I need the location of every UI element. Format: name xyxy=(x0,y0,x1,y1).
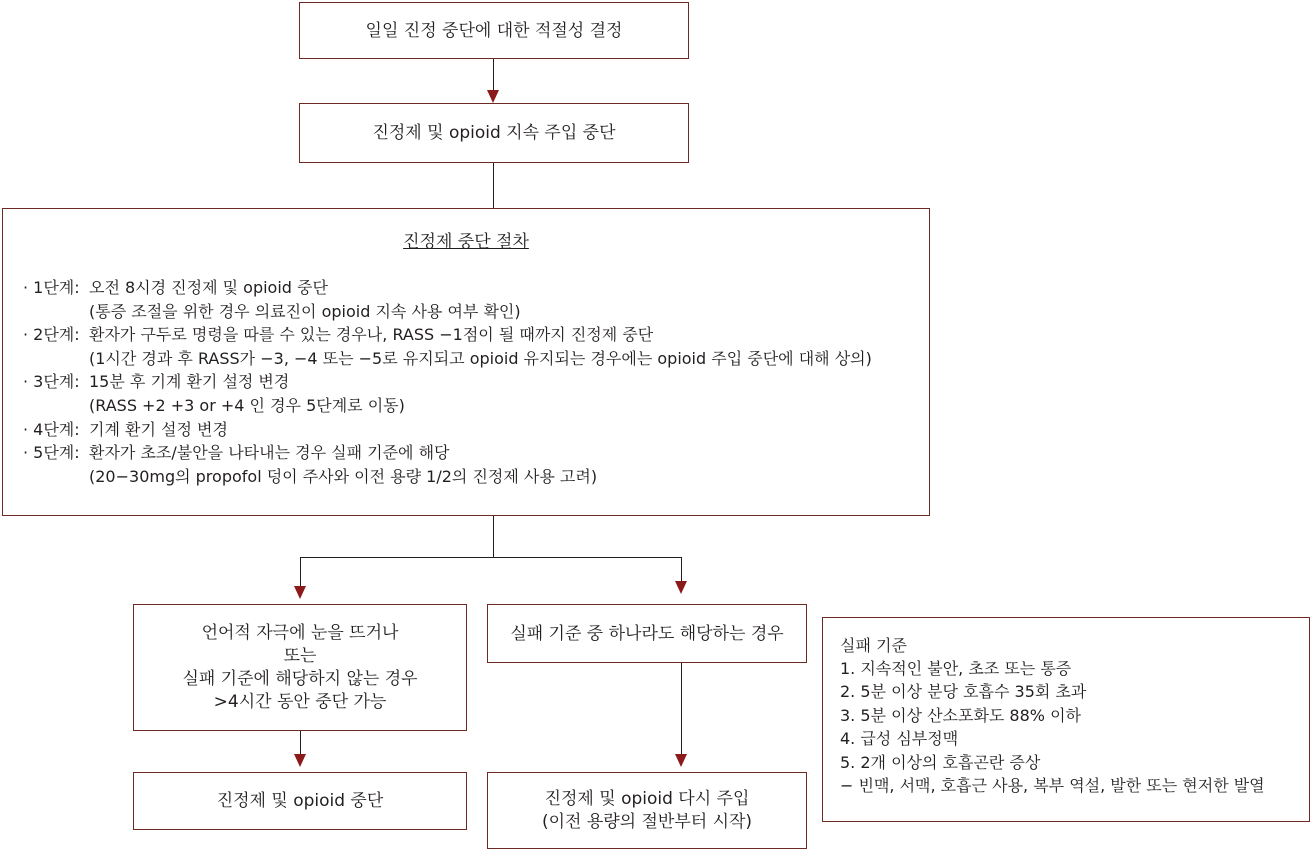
step-label: · 4단계: xyxy=(23,419,80,439)
procedure-box xyxy=(2,208,930,516)
condition-line: 언어적 자극에 눈을 뜨거나 xyxy=(201,622,399,643)
failure-criteria-item: 2. 5분 이상 분당 호흡수 35회 초과 xyxy=(840,682,1087,702)
left-condition-box xyxy=(133,604,467,731)
procedure-step xyxy=(23,465,919,489)
failure-criteria-item: 3. 5분 이상 산소포화도 88% 이하 xyxy=(840,705,1081,725)
left-result-text: 진정제 및 opioid 중단 xyxy=(216,791,384,811)
procedure-step xyxy=(23,418,919,442)
result-line: 진정제 및 opioid 다시 주입 xyxy=(544,788,750,809)
condition-line: >4시간 동안 중단 가능 xyxy=(213,691,387,712)
step-text: (RASS +2 +3 or +4 인 경우 5단계로 이동) xyxy=(89,395,405,415)
right-condition-box xyxy=(487,604,807,663)
decision-box xyxy=(299,2,689,59)
procedure-step xyxy=(23,300,919,324)
arrow-to-left-result xyxy=(294,754,306,767)
failure-criteria-item: 5. 2개 이상의 호흡곤란 증상 xyxy=(840,752,1041,772)
step-text: 오전 8시경 진정제 및 opioid 중단 xyxy=(89,278,328,297)
step-text: 15분 후 기계 환기 설정 변경 xyxy=(89,372,290,392)
right-result-box xyxy=(487,772,807,849)
step-text: 기계 환기 설정 변경 xyxy=(89,419,228,439)
result-line: (이전 용량의 절반부터 시작) xyxy=(541,811,753,832)
procedure-step xyxy=(23,370,919,394)
step-label: · 3단계: xyxy=(23,372,80,392)
connector-left-branch xyxy=(300,557,301,587)
connector-right-condition-to-result xyxy=(681,662,682,755)
step-label xyxy=(23,465,89,489)
failure-criteria-title: 실패 기준 xyxy=(840,636,907,655)
step-label: · 1단계: xyxy=(23,278,80,297)
arrow-to-right-condition xyxy=(675,581,687,594)
procedure-steps xyxy=(23,276,919,488)
connector-right-branch xyxy=(681,557,682,582)
procedure-title: 진정제 중단 절차 xyxy=(403,232,529,252)
left-result-box xyxy=(133,772,467,830)
step-text: 환자가 구두로 명령을 따를 수 있는 경우나, RASS −1점이 될 때까지 진정제 중단 xyxy=(89,325,654,345)
step-text: 환자가 초조/불안을 나타내는 경우 실패 기준에 해당 xyxy=(89,443,450,463)
procedure-step xyxy=(23,394,919,418)
arrow-to-right-result xyxy=(675,754,687,767)
connector-decision-to-stop xyxy=(493,58,494,91)
connector-left-condition-to-result xyxy=(300,731,301,755)
connector-horizontal-split xyxy=(300,557,682,558)
right-condition-text: 실패 기준 중 하나라도 해당하는 경우 xyxy=(510,623,784,644)
condition-line: 또는 xyxy=(283,645,317,666)
connector-procedure-down xyxy=(493,515,494,558)
procedure-step xyxy=(23,441,919,465)
procedure-step xyxy=(23,276,919,300)
failure-criteria-item: 4. 급성 심부정맥 xyxy=(840,729,959,749)
step-text: (통증 조절을 위한 경우 의료진이 opioid 지속 사용 여부 확인) xyxy=(89,301,521,321)
step-label: · 2단계: xyxy=(23,325,80,345)
step-label xyxy=(23,300,89,324)
stop-infusion-box xyxy=(299,103,689,163)
procedure-step xyxy=(23,323,919,347)
procedure-step xyxy=(23,347,919,371)
step-label xyxy=(23,394,89,418)
failure-criteria-item: − 빈맥, 서맥, 호흡근 사용, 복부 역설, 발한 또는 현저한 발열 xyxy=(840,776,1265,796)
decision-text: 일일 진정 중단에 대한 적절성 결정 xyxy=(365,20,623,41)
arrow-to-stop-infusion xyxy=(487,90,499,103)
step-label: · 5단계: xyxy=(23,443,80,463)
stop-infusion-text: 진정제 및 opioid 지속 주입 중단 xyxy=(372,123,616,143)
step-text: (20−30mg의 propofol 덩이 주사와 이전 용량 1/2의 진정제 사용 고려) xyxy=(89,466,598,486)
arrow-to-left-condition xyxy=(294,586,306,599)
failure-criteria-item: 1. 지속적인 불안, 초조 또는 통증 xyxy=(840,659,1072,678)
failure-criteria-box xyxy=(822,617,1310,822)
step-text: (1시간 경과 후 RASS가 −3, −4 또는 −5로 유지되고 opioid 유지되는 경우에는 opioid 주입 중단에 대해 상의) xyxy=(89,348,872,368)
connector-stop-to-procedure xyxy=(493,162,494,209)
condition-line: 실패 기준에 해당하지 않는 경우 xyxy=(182,668,418,689)
step-label xyxy=(23,347,89,371)
